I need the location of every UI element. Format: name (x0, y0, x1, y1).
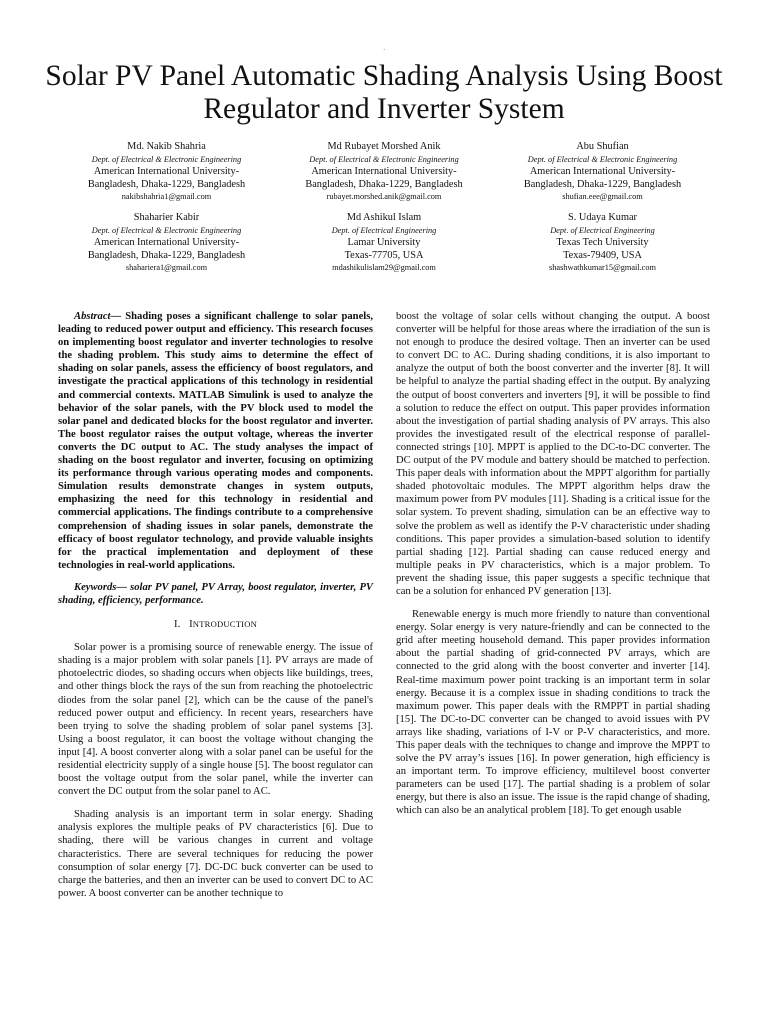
author-org-line2: Texas-79409, USA (563, 249, 642, 261)
header-mark: · (383, 46, 386, 54)
author-org-line2: Bangladesh, Dhaka-1229, Bangladesh (87, 249, 246, 261)
author-name: Abu Shufian (576, 141, 629, 152)
author-org-line1: American International University- (529, 166, 676, 178)
author-3 (493, 141, 712, 204)
author-email: shashwathkumar15@gmail.com (549, 263, 656, 273)
body-paragraph-1: boost the voltage of solar cells without changing the output. A boost converter will be helpful for those areas where the irradiation of the sun is not enough to produce the desired voltage. Then an inverter can be used to convert DC to AC. During shading conditions, it is also important to analyze the output of both the boost converter and the inverter [8]. It will be helpful to analyze the partial shading effect in the output. By analyzing the output of boost converters and inverters [9], it will be possible to find a solution to reduce the effect on output. This paper provides information about the investigation of partial shading analysis of PV arrays. This also provides the investigated result of the electrical response of parallel-connected strings [10]. MPPT is applied to the DC-to-DC converter. The DC output of the PV module and battery should be matched to perfection. This paper deals with information about the MPPT algorithm for partially shaded photovoltaic modules. The MPPT algorithm helps draw the maximum power from PV modules [11]. Shading is a critical issue for the solar system. To prevent shading, simulation can be an effective way to solve the problem as well as identify the P-V characteristic under shading conditions. This paper provides a simulation-based solution to identify partial shading [12]. Partial shading can cause reduced energy and multiple peaks in PV characteristics, which is a major problem. To prevent the shading issue, this paper suggests a specific technique that can be a solution for enhanced PV generation [13]. (396, 311, 710, 597)
author-name: Md Ashikul Islam (346, 211, 422, 223)
author-name: Md. Nakib Shahria (127, 141, 206, 152)
author-dept: Dept. of Electrical & Electronic Engineering (309, 154, 459, 164)
keywords: Keywords— solar PV panel, PV Array, boost regulator, inverter, PV shading, efficiency, performance. (58, 581, 373, 606)
author-dept: Dept. of Electrical Engineering (550, 225, 655, 235)
author-org-line2: Bangladesh, Dhaka-1229, Bangladesh (87, 178, 246, 190)
author-dept: Dept. of Electrical & Electronic Engineering (527, 154, 678, 164)
author-2 (275, 141, 493, 204)
author-email: mdashikulislam29@gmail.com (332, 263, 436, 273)
author-dept: Dept. of Electrical & Electronic Engineering (91, 225, 242, 235)
section-initial: I (189, 619, 193, 631)
intro-paragraph-1: Solar power is a promising source of renewable energy. The issue of shading is a major problem with solar panels [1]. PV arrays are made of photoelectric diodes, so shading occurs when objects like buildings, trees, and other things block the rays of the sun from reaching the photoelectric diodes from the solar panel [2], which can be the cause of the panel's reduced power output and efficiency. In recent years, researchers have been trying to solve the shading problem of solar panel systems [3]. Using a boost regulator, it can boost the voltage without changing the input [4]. A boost converter along with a solar panel can be useful for the residential electricity supply of a single house [5]. The boost regulator can boost the voltage output from the solar panel, while the inverter can convert the DC output from the solar panel to AC. (58, 642, 373, 798)
author-name: Md Rubayet Morshed Anik (327, 141, 441, 152)
author-org-line1: American International University- (311, 166, 457, 178)
author-5 (275, 212, 493, 275)
intro-paragraph-2: Shading analysis is an important term in solar energy. Shading analysis explores the multiple peaks of PV characteristics [6]. Due to shading, there will be various changes in current and voltage characteristics. There are several techniques for reducing the power consumption of solar energy [7]. DC-DC buck converter can be used to charge the batteries, and then an inverter can be used to convert DC to AC power. A boost converter can be another technique to (58, 809, 373, 899)
abstract-text: Shading poses a significant challenge to solar panels, leading to reduced power output and efficiency. This research focuses on implementing boost regulator and inverter technologies to resolve the shading problem. This study aims to determine the effect of shading on solar panels, assess the efficiency of boost regulators, and investigate the practical applications of this technology in residential and commercial contexts. MATLAB Simulink is used to analyze the behavior of the solar panels, with the PV block used to model the solar panel and dedicated blocks for the boost regulator and inverter. The boost regulator raises the output voltage, whereas the inverter converts the DC output to AC. The study analyses the impact of shading on the boost regulator and inverter, focusing on optimizing its performance through various operating modes and components. Simulation results demonstrate changes in system outputs, emphasizing the need for this technology in residential and commercial applications. The findings contribute to a comprehensive comprehension of shading issues in solar panels, demonstrate the efficacy of boost regulator technology, and provide valuable insights for the practical implementation and deployment of these technologies in real-world applications. (58, 311, 373, 571)
author-org-line2: Bangladesh, Dhaka-1229, Bangladesh (523, 178, 682, 190)
section-rest: NTRODUCTION (192, 619, 258, 630)
author-6 (493, 212, 712, 275)
section-number: I. (173, 619, 181, 631)
paper-title: Solar PV Panel Automatic Shading Analysis Using Boost Regulator and Inverter System (45, 60, 723, 125)
author-email: nakibshahria1@gmail.com (121, 192, 212, 202)
right-column (396, 310, 710, 818)
author-org-line1: American International University- (93, 237, 240, 249)
author-block (58, 141, 712, 275)
author-email: shufian.eee@gmail.com (562, 192, 643, 202)
author-org-line1: American International University- (93, 166, 240, 178)
author-name: S. Udaya Kumar (568, 211, 637, 223)
body-paragraph-2: Renewable energy is much more friendly to nature than conventional energy. Solar energy is very nature-friendly and can be connected to the grid after meeting household demand. This paper provides information about the partial shading of grid-connected PV arrays, which are connected to the grid along with the boost converter and inverter [14]. Real-time maximum power point tracking is an important term in solar energy. Because it is a complex issue in shading conditions to track the maximum power. This paper deals with the RMPPT in partial shading [15]. The DC-to-DC converter can be changed to avoid issues with PV arrays like shading, variations of I-V or P-V characteristics, and more. This paper deals with the techniques to change and improve the MPPT to solve the PV array’s issues [16]. In power generation, high efficiency is an important term. To improve efficiency, multilevel boost converter parameters can be used [17]. The partial shading is a problem of solar energy, but there is also an issue. The issue is the rapid change of shading, which can also be an analytical problem [18]. To get enough usable (396, 609, 711, 817)
author-name: Shaharier Kabir (133, 211, 200, 223)
section-heading (58, 618, 373, 631)
author-org-line1: Lamar University (347, 237, 421, 249)
author-dept: Dept. of Electrical & Electronic Engineering (91, 154, 242, 164)
author-email: shahariera1@gmail.com (125, 263, 208, 273)
author-4 (58, 212, 275, 275)
author-1 (58, 141, 275, 204)
left-column (58, 310, 373, 900)
abstract-label: Abstract— (74, 311, 122, 322)
author-org-line2: Bangladesh, Dhaka-1229, Bangladesh (305, 178, 463, 190)
author-email: rubayet.morshed.anik@gmail.com (326, 192, 442, 202)
author-org-line2: Texas-77705, USA (344, 249, 424, 261)
author-org-line1: Texas Tech University (556, 237, 649, 249)
author-dept: Dept. of Electrical Engineering (331, 225, 437, 235)
abstract (58, 310, 373, 572)
